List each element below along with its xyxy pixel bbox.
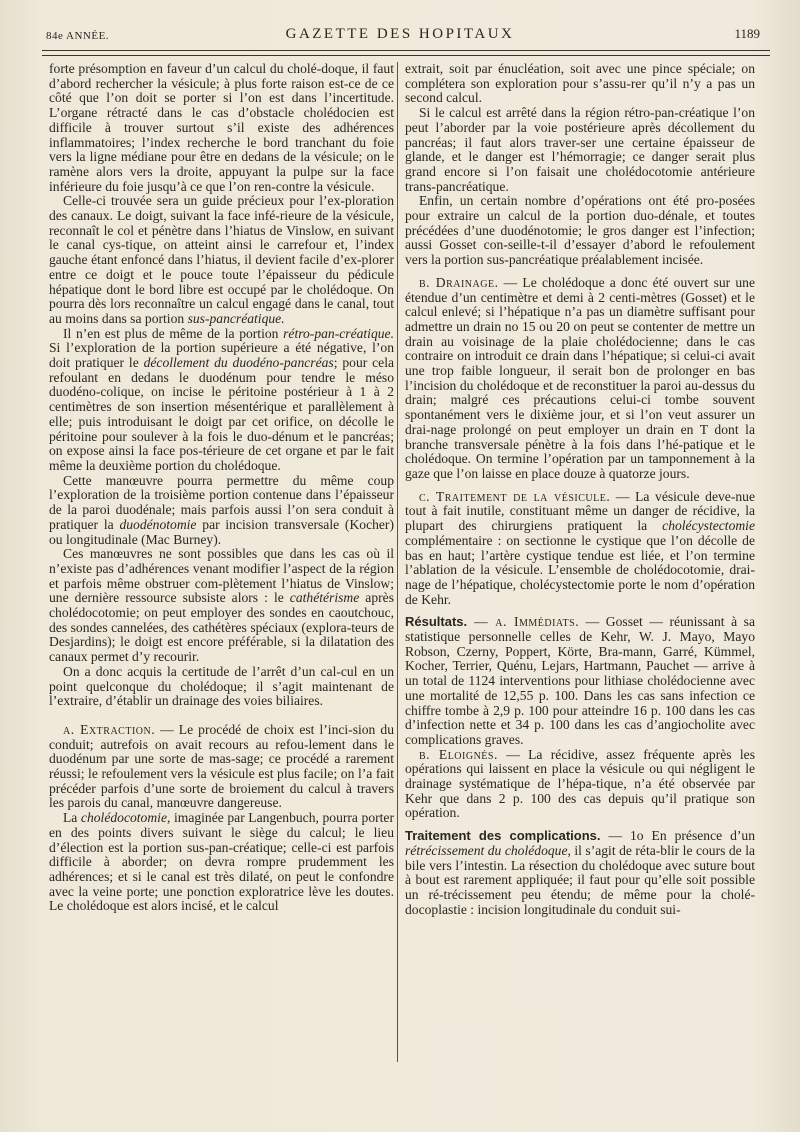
paragraph-resultats: Résultats. — a. Immédiats. — Gosset — réunissant à sa statistique personnelle celles de Kehr, W. J. Mayo, Mayo Robson, Czerny, Poppert, Körte, Bra-mann, Garré, Kümmel, Kocher, Terrier, Quénu, Lejars, Hartmann, Pauchet — arrive à un total de 1124 interventions pour lithiase cholédocienne avec une mortalité de 12,55 p. 100. Dans les cas sans infection ce chiffre tombe à 2,9 p. 100 pour atteindre 16 p. 100 dans les cas d’infection nette et 34 p. 100 dans les cas d’angiocholite avec complications graves. — [405, 614, 756, 747]
paragraph: forte présomption en faveur d’un calcul du cholé-doque, il faut d’abord rechercher la vésicule; à plus forte raison est-ce de ce côté que l’on doit se porter si l’on est dans l’incertitude. L’organe rétracté dans le cas d’obstacle cholédocien est difficile à trouver surtout s’il existe des adhérences inflammatoires; l’index recherche le bord tranchant du foie vers la ligne médiane pour être en dedans de la vésicule; on le ramène alors vers la droite, appuyant la pulpe sur la face inférieure du foie jusqu’à ce que l’on ren-contre la vésicule. — [49, 61, 394, 194]
paragraph: Il n’en est plus de même de la portion rétro-pan-créatique. Si l’exploration de la portion supérieure a été négative, l’on doit pratiquer le décollement du duodéno-pancréas; pour cela refoulant en dedans le duodénum pour tendre le méso duodéno-colique, on incise le péritoine postérieur à 1 à 2 centimètres de son insertion mésentérique et parallèlement à elle; puis introduisant le doigt par cet orifice, on décolle le péritoine pour soulever à la fois le duo-dénum et le pancréas; on expose ainsi la face pos-térieure de cet organe et par le fait même la deuxième portion du cholédoque. — [49, 325, 395, 473]
journal-title: GAZETTE DES HOPITAUX — [285, 26, 515, 42]
right-column — [405, 62, 755, 917]
paragraph: Ces manœuvres ne sont possibles que dans les cas où il n’existe pas d’adhérences venant modifier l’aspect de la région et parfois même obstruer com-plètement l’hiatus de Vinslow; une dernière ressource subsiste alors : le cathétérisme après cholédocotomie; on peut employer des sondes en caoutchouc, des sondes cannelées, des cathétères spéciaux (explora-teurs de Desjardins); le doigt est encore préférable, si la dilatation des canaux permet d’y recourir. — [49, 546, 394, 665]
paragraph: Celle-ci trouvée sera un guide précieux pour l’ex-ploration des canaux. Le doigt, suivant la face infé-rieure de la vésicule, reconnaît le col et pénètre dans l’hiatus de Vinslow, en suivant le canal cys-tique, on atteint ainsi le carrefour et, l’index gauche étant enfoncé dans l’hiatus, il devient facile d’ex-plorer entre ce doigt et le pouce toute l’épaisseur du pédicule hépatique dont le bord libre est occupé par le cholédoque. On pourra dès lors reconnaître un calcul engagé dans le canal, tout au moins dans sa portion sus-pancréatique. — [49, 193, 394, 326]
paragraph: Enfin, un certain nombre d’opérations ont été pro-posées pour extraire un calcul de la portion duo-dénale, et toutes précédées d’une duodénotomie; le gros danger est l’infection; aussi Gosset con-seille-t-il d’essayer d’abord le refoulement vers la portion sus-pancréatique préalablement incisée. — [405, 193, 755, 268]
volume-label: 84e ANNÉE. — [46, 30, 110, 42]
paragraph: On a donc acquis la certitude de l’arrêt d’un cal-cul en un point quelconque du cholédoque; il s’agit maintenant de l’extraire, d’établir un drainage des voies biliaires. — [49, 663, 394, 709]
page-header — [30, 22, 770, 46]
column-divider — [397, 62, 398, 1062]
section-label: a. Extraction. — [63, 721, 156, 737]
paragraph: La cholédocotomie, imaginée par Langenbuch, pourra porter en des points divers suivant le siège du calcul; le lieu d’élection est la portion sus-pan-créatique; celle-ci est parfois difficile à aborder; on devra rompre prudemment les adhérences; et si le canal est très dilaté, on peut le confondre avec la veine porte; une ponction exploratrice lève les doutes. Le cholédoque est alors incisé, et le calcul — [49, 810, 394, 914]
paragraph: Cette manœuvre pourra permettre du même coup l’exploration de la troisième portion contenue dans l’épaisseur de la paroi duodénale; mais parfois aussi l’on sera conduit à pratiquer la duodénotomie par incision transversale (Kocher) ou longitudinale (Mac Burney). — [49, 472, 394, 547]
section-label: b. Drainage. — [419, 274, 499, 290]
section-label: c. Traitement de la vésicule. — [419, 488, 611, 504]
left-column — [49, 62, 394, 914]
paragraph-drainage: b. Drainage. — Le cholédoque a donc été ouvert sur une étendue d’un centimètre et demi à 2 centi-mètres (Gosset) et le calcul enlevé; si l’hépatique n’a pas un diamètre suffisant pour admettre un drain no 15 ou 20 on peut se contenter de mettre un drain au voisinage de la plaie cholédocienne; dans le cas contraire on introduit ce drain dans l’hépatique; si celui-ci avait une trop faible longueur, il serait bon de prolonger en bas l’incision du cholédoque et de reconstituer la paroi au-dessus du drain; malgré ces précautions celui-ci tombe souvent spontanément vers le dixième jour, et si l’on veut assurer un drai-nage prolongé on peut employer un drain en T dont la branche transversale pénètre à la fois dans l’hé-patique et le cholédoque. On termine l’opération par un tamponnement à la gaze que l’on laisse en place douze à quatorze jours. — [405, 274, 755, 481]
page-number: 1189 — [734, 26, 760, 41]
section-heading: Traitement des complications. — [405, 828, 601, 844]
paragraph: extrait, soit par énucléation, soit avec une pince spéciale; on complétera son exploration pour s’assu-rer qu’il n’y a pas un second calcul. — [405, 61, 755, 106]
paragraph-extraction: a. Extraction. — Le procédé de choix est l’inci-sion du conduit; autrefois on avait recours au refou-lement dans le duodénum par une sorte de mas-sage; ce procédé a rarement réussi; le refoulement vers la vésicule est plus facile; on l’a fait précéder parfois d’une sorte de broiement du calcul à travers les parois du canal, manœuvre dangereuse. — [49, 721, 394, 811]
paragraph-eloignes: b. Eloignés. — La récidive, assez fréquente après les opérations qui laissent en place la vésicule ou qui négligent le drainage systématique de l’hépa-tique, n’a été observée par Kehr que dans 2 p. 100 des cas depuis qu’il pratique son opération. — [405, 746, 755, 821]
section-heading: Résultats. — [405, 614, 468, 630]
paragraph-complications: Traitement des complications. — 1o En présence d’un rétrécissement du cholédoque, il s’agit de réta-blir le cours de la bile vers l’intestin. La résection du cholédoque avec suture bout à bout est rarement appliquée; il faut pour qu’elle soit possible un ré-trécissement peu étendu; de même pour la cholé-docoplastie : incision longitudinale du conduit sui- — [405, 828, 756, 917]
paragraph-vesicule: c. Traitement de la vésicule. — La vésicule deve-nue tout à fait inutile, constituant même un danger de récidive, la plupart des chirurgiens pratiquent la cholécystectomie complémentaire : on sectionne le cystique que l’on décolle de bas en haut; l’artère cystique tendue est liée, et l’on termine l’ablation de la vésicule. L’ensemble de cholédocotomie, drai-nage de l’hépatique, cholécystectomie porte le nom d’opération de Kehr. — [405, 488, 755, 607]
section-label: b. Eloignés. — [419, 746, 498, 762]
paragraph: Si le calcul est arrêté dans la région rétro-pan-créatique l’on peut l’aborder par la voie postérieure après décollement du pancréas; il faut alors traver-ser une certaine épaisseur de glande, et le danger est l’hémorragie; ce danger serait plus grand encore si l’on faisait une cholédocotomie antérieure trans-pancréatique. — [405, 105, 755, 194]
header-rule — [42, 50, 770, 56]
